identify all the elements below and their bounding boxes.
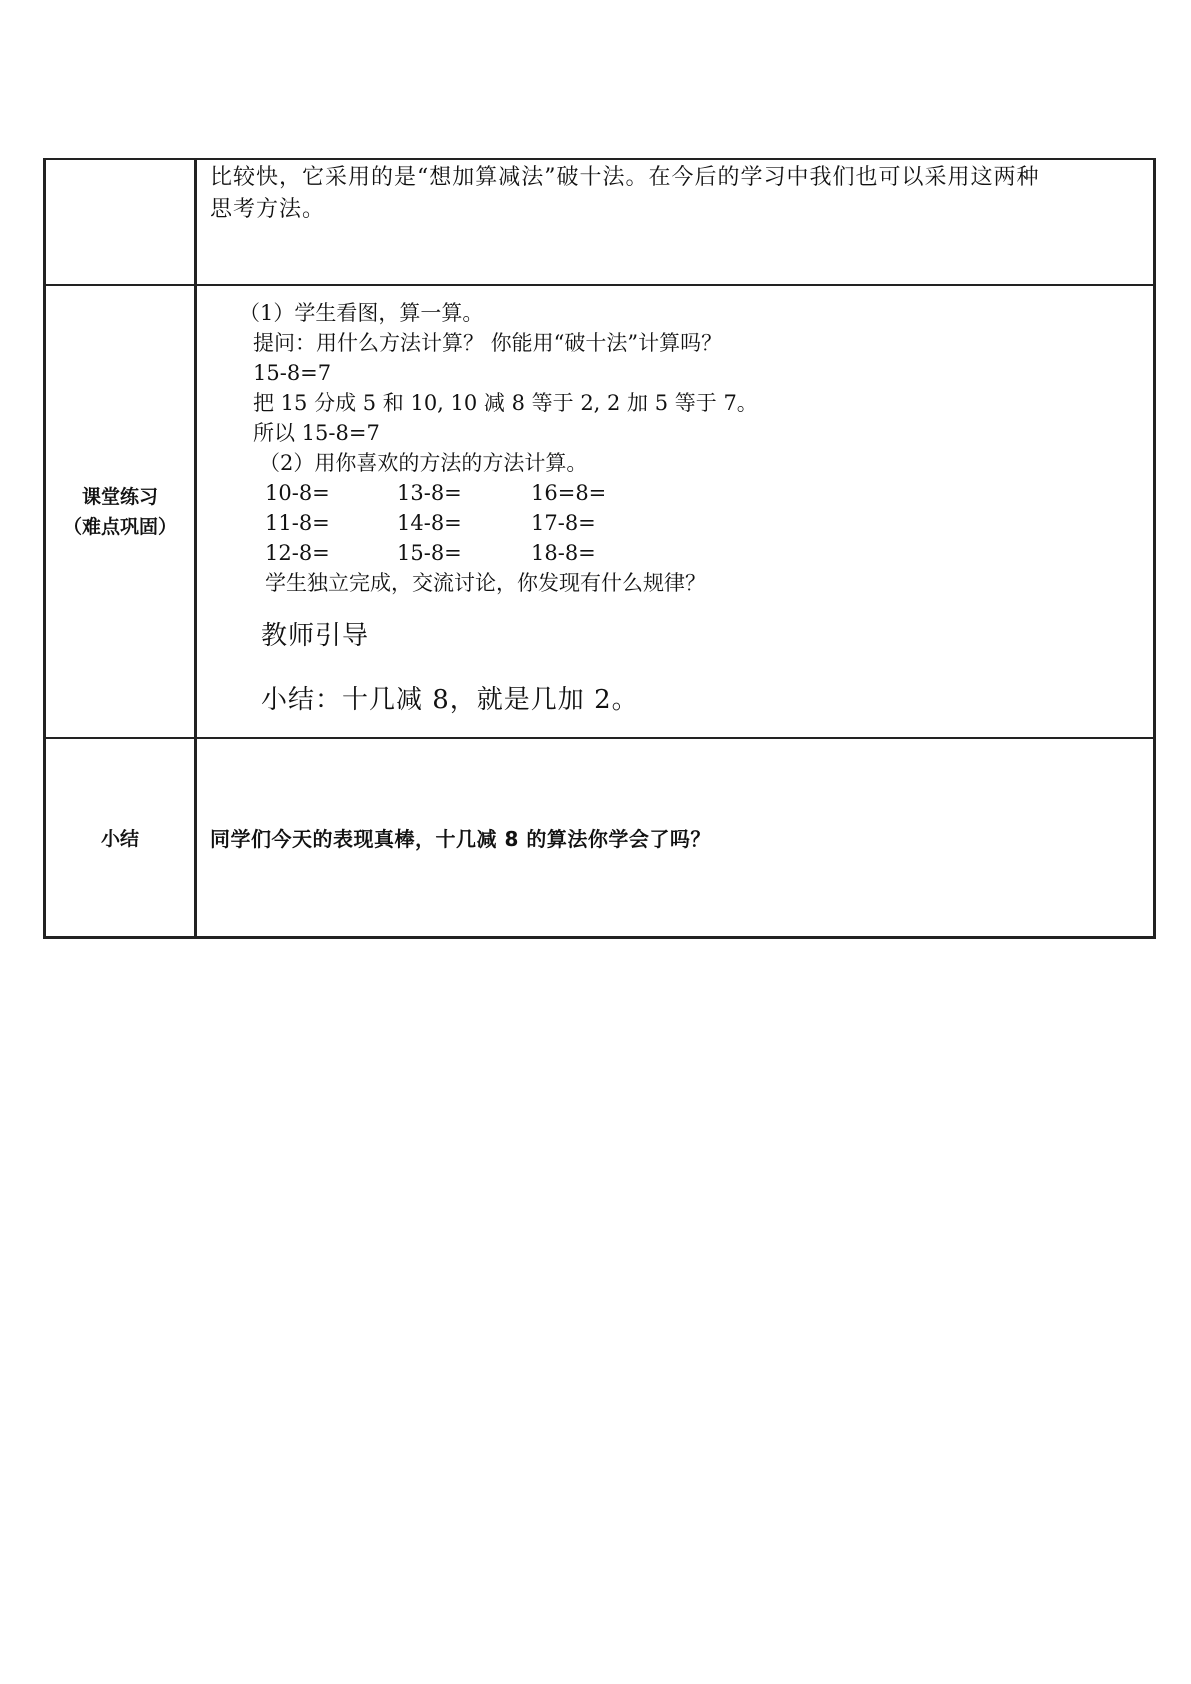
practice-label: 课堂练习 xyxy=(81,485,158,508)
calc-item: 14-8= xyxy=(397,511,462,535)
calc-item: 13-8= xyxy=(397,481,462,505)
lesson-plan-table xyxy=(43,158,1156,939)
continued-text-line1: 比较快，它采用的是“想加算减法”破十法。在今后的学习中我们也可以采用这两种 xyxy=(210,165,1040,190)
summary-label: 小结 xyxy=(100,828,139,850)
exercise-1-heading: （1）学生看图，算一算。 xyxy=(239,301,484,325)
practice-sublabel: （难点巩固） xyxy=(62,515,177,538)
question-line: 提问：用什么方法计算？ 你能用“破十法”计算吗？ xyxy=(253,331,723,355)
summary-label-cell xyxy=(45,738,196,938)
discussion-line: 学生独立完成，交流讨论，你发现有什么规律？ xyxy=(265,571,706,595)
calc-item: 10-8= xyxy=(265,481,330,505)
table-row-practice xyxy=(45,285,1155,738)
calc-item: 16=8= xyxy=(531,481,607,505)
empty-label-cell xyxy=(45,159,196,285)
table-row-summary xyxy=(45,738,1155,938)
exercise-2-heading: （2）用你喜欢的方法的方法计算。 xyxy=(259,451,588,475)
table-row-continued xyxy=(45,159,1155,285)
practice-content-cell xyxy=(196,285,1155,738)
conclusion-line: 小结：十几减 8，就是几加 2。 xyxy=(261,685,639,715)
calc-item: 12-8= xyxy=(265,541,330,565)
explanation-line: 把 15 分成 5 和 10, 10 减 8 等于 2, 2 加 5 等于 7。 xyxy=(253,391,758,415)
continued-content-cell xyxy=(196,159,1155,285)
equation-line: 15-8=7 xyxy=(253,361,332,385)
summary-text: 同学们今天的表现真棒，十几减 8 的算法你学会了吗？ xyxy=(210,827,711,851)
result-line: 所以 15-8=7 xyxy=(253,421,380,445)
calc-item: 15-8= xyxy=(397,541,462,565)
summary-content-cell xyxy=(196,738,1155,938)
calc-item: 18-8= xyxy=(531,541,596,565)
calc-item: 17-8= xyxy=(531,511,596,535)
calc-item: 11-8= xyxy=(265,511,330,535)
continued-text-line2: 思考方法。 xyxy=(210,197,326,222)
teacher-guide-line: 教师引导 xyxy=(261,621,370,651)
practice-label-cell xyxy=(45,285,196,738)
continued-text xyxy=(210,162,1153,226)
